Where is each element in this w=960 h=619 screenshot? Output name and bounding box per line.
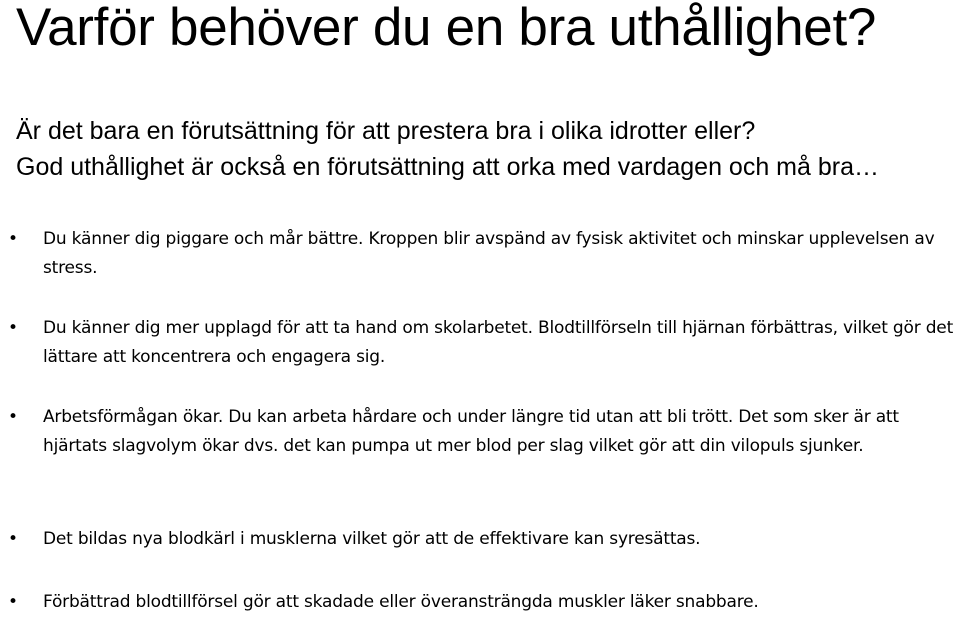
bullet-item	[0, 225, 960, 283]
bullet-dot-icon: •	[8, 529, 19, 549]
bullet-item	[0, 403, 960, 461]
slide-title: Varför behöver du en bra uthållighet?	[16, 0, 877, 57]
bullet-dot-icon: •	[8, 229, 19, 249]
bullet-dot-icon: •	[8, 407, 19, 427]
intro-line: Är det bara en förutsättning för att prestera bra i olika idrotter eller?	[16, 117, 756, 145]
bullet-text: Du känner dig piggare och mår bättre. Kroppen blir avspänd av fysisk aktivitet och minskar upplevelsen av stress.	[43, 229, 935, 278]
bullet-item	[0, 588, 960, 617]
bullet-text: Förbättrad blodtillförsel gör att skadade eller överansträngda muskler läker snabbare.	[43, 592, 759, 612]
bullet-text: Arbetsförmågan ökar. Du kan arbeta hårdare och under längre tid utan att bli trött. Det som sker är att hjärtats slagvolym ökar dvs. det kan pumpa ut mer blod per slag vilket gör att din vilopuls sjunker.	[43, 407, 899, 456]
intro-line: God uthållighet är också en förutsättning att orka med vardagen och må bra…	[16, 153, 879, 181]
bullet-dot-icon: •	[8, 318, 19, 338]
bullet-item	[0, 525, 960, 554]
bullet-dot-icon: •	[8, 592, 19, 612]
bullet-item	[0, 314, 960, 372]
intro-text	[16, 113, 879, 185]
bullet-text: Du känner dig mer upplagd för att ta hand om skolarbetet. Blodtillförseln till hjärnan förbättras, vilket gör det lättare att koncentrera och engagera sig.	[43, 318, 954, 367]
bullet-text: Det bildas nya blodkärl i musklerna vilket gör att de effektivare kan syresättas.	[43, 529, 701, 549]
